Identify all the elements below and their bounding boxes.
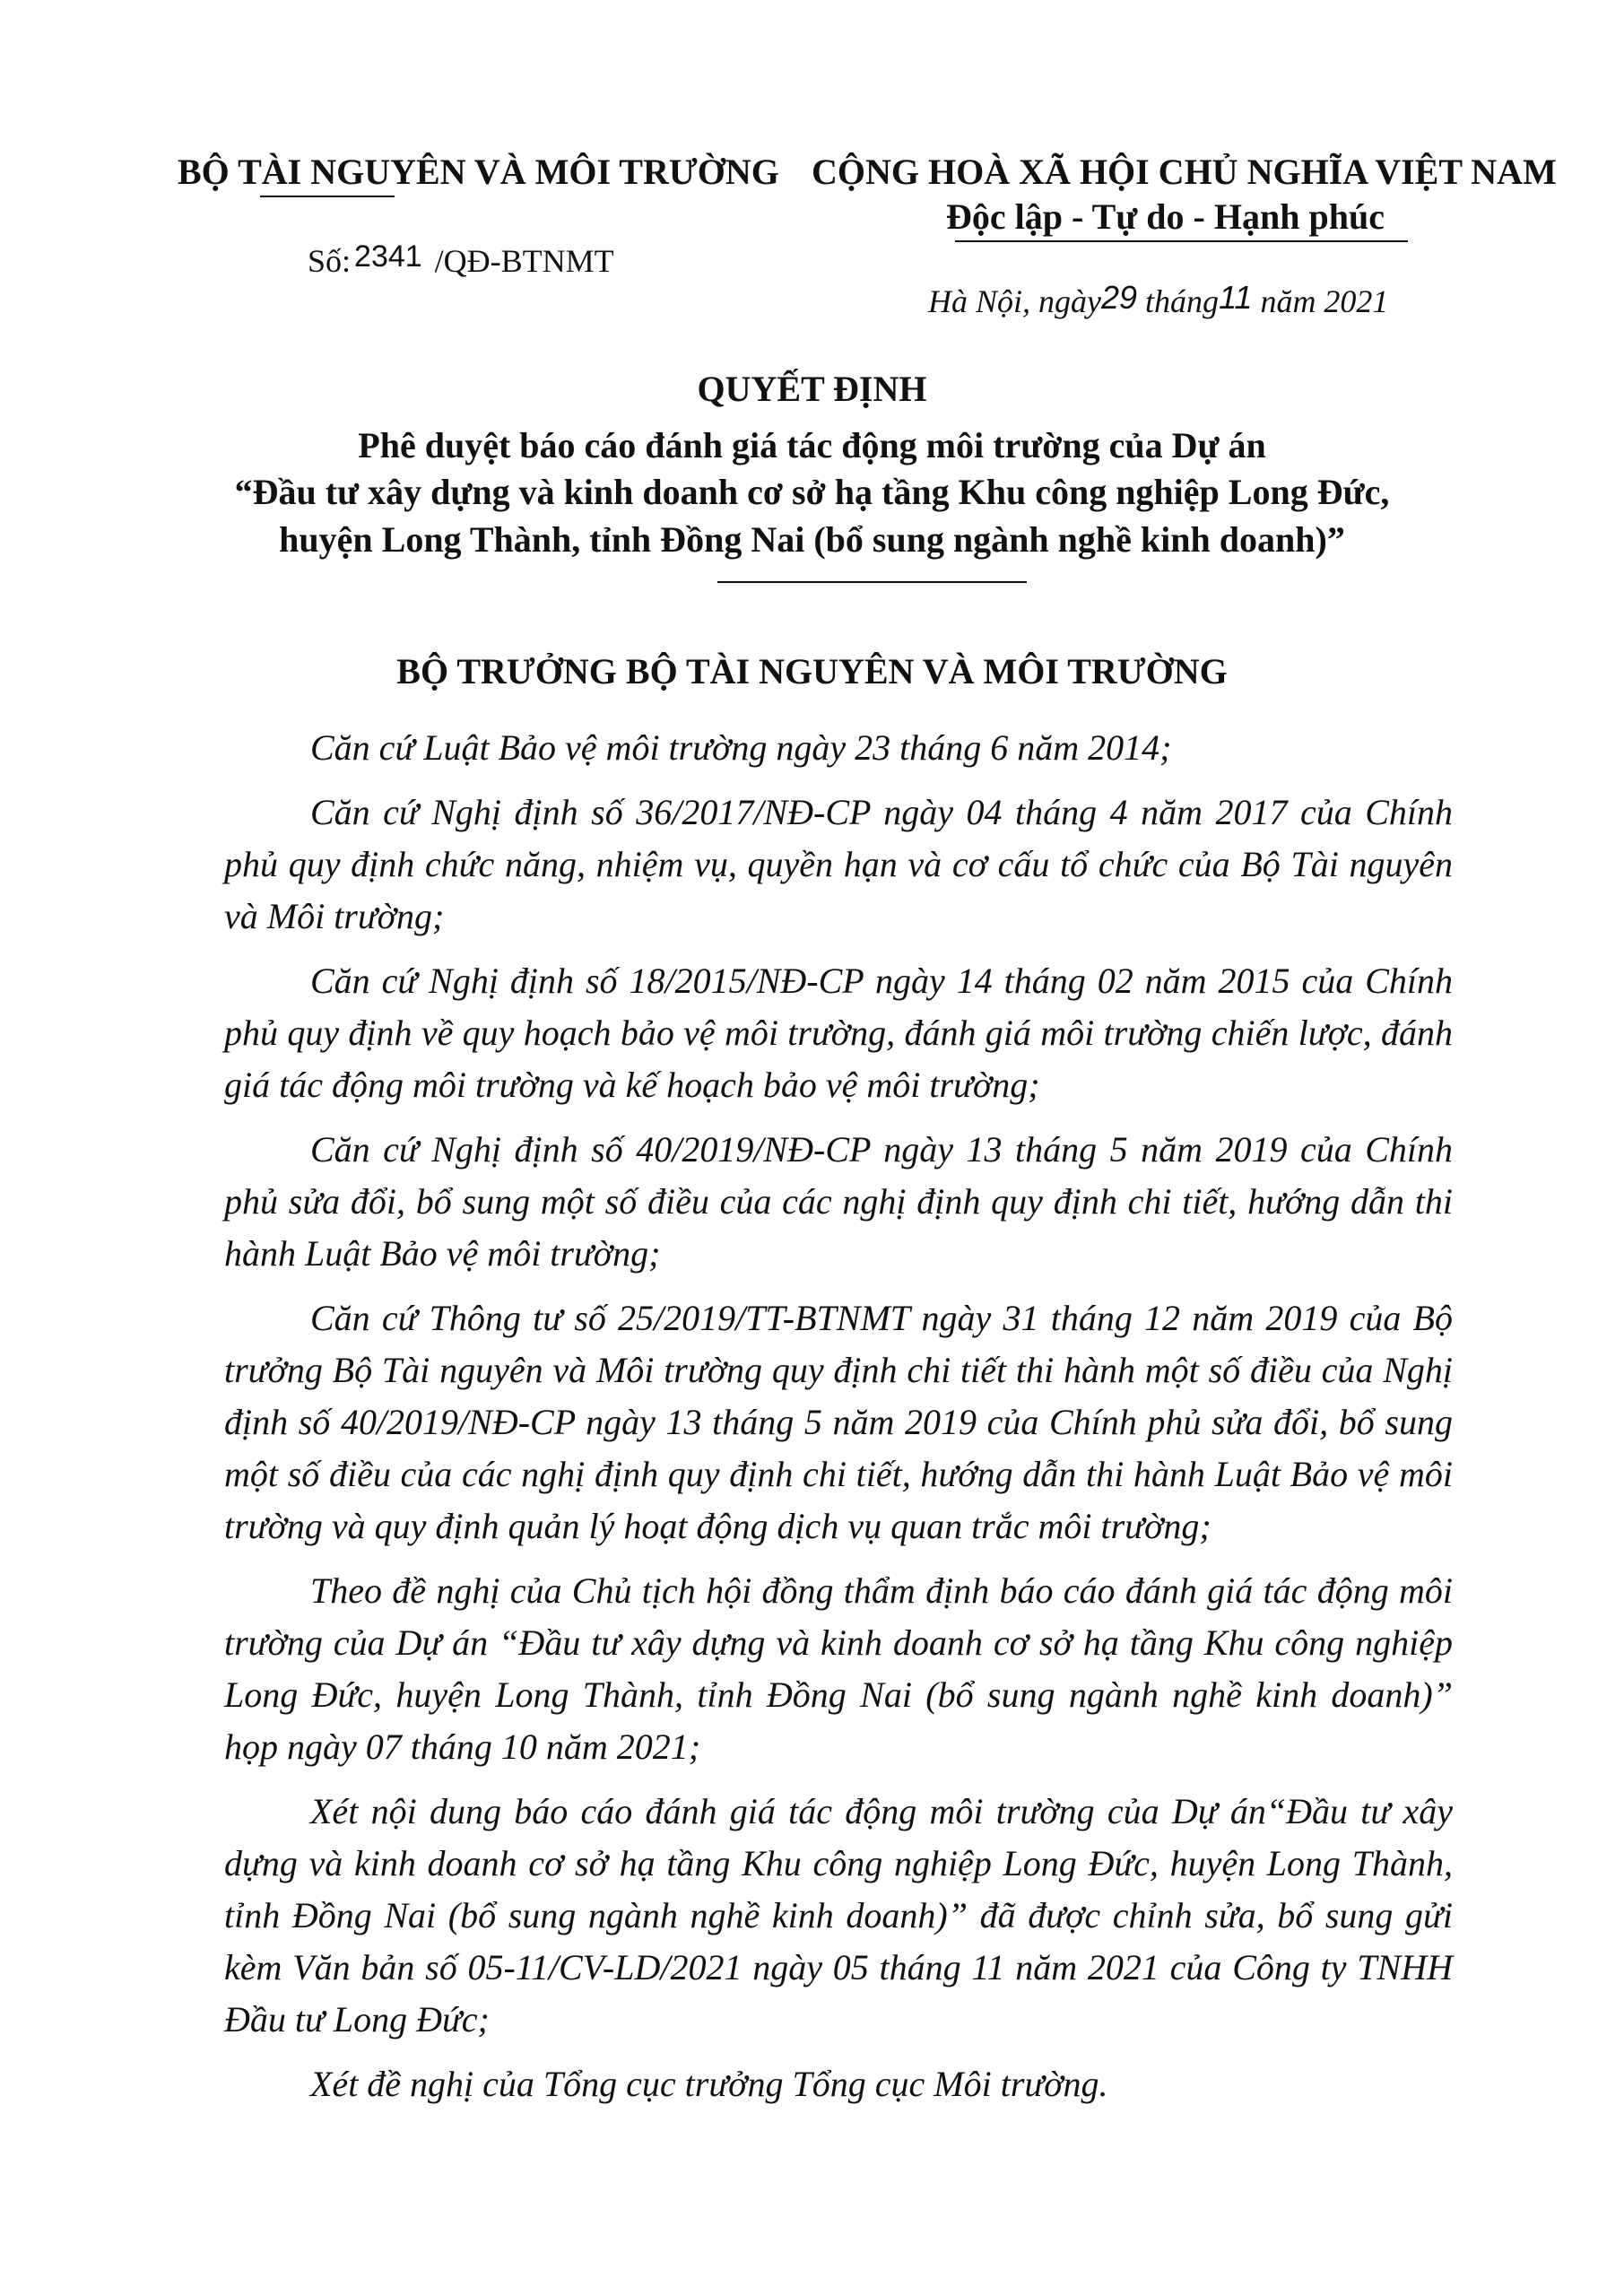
motto-underline xyxy=(955,240,1408,242)
legal-basis-paragraph: Căn cứ Nghị định số 36/2017/NĐ-CP ngày 04 tháng 4 năm 2017 của Chính phủ quy định chức năng, nhiệm vụ, quyền hạn và cơ cấu tổ chức của Bộ Tài nguyên và Môi trường; xyxy=(224,792,1453,936)
ministry-underline xyxy=(260,196,395,197)
legal-basis-paragraph: Xét nội dung báo cáo đánh giá tác động môi trường của Dự án“Đầu tư xây dựng và kinh doanh cơ sở hạ tầng Khu công nghiệp Long Đức, huyện Long Thành, tỉnh Đồng Nai (bổ sung ngành nghề kinh doanh)” đã được chỉnh sửa, bổ sung gửi kèm Văn bản số 05-11/CV-LD/2021 ngày 05 tháng 11 năm 2021 của Công ty TNHH Đầu tư Long Đức; xyxy=(224,1791,1453,2039)
legal-basis-paragraph: Căn cứ Nghị định số 18/2015/NĐ-CP ngày 14 tháng 02 năm 2015 của Chính phủ quy định về quy hoạch bảo vệ môi trường, đánh giá môi trường chiến lược, đánh giá tác động môi trường và kế hoạch bảo vệ môi trường; xyxy=(224,961,1453,1105)
decision-subject-line-3: huyện Long Thành, tỉnh Đồng Nai (bổ sung ngành nghề kinh doanh)” xyxy=(279,519,1345,560)
doc-number-value: 2341 xyxy=(354,239,422,274)
date-prefix: Hà Nội, ngày xyxy=(928,283,1101,319)
national-motto: Độc lập - Tự do - Hạnh phúc xyxy=(946,196,1385,237)
title-separator xyxy=(717,581,1027,583)
legal-basis-paragraph: Theo đề nghị của Chủ tịch hội đồng thẩm định báo cáo đánh giá tác động môi trường của Dự án “Đầu tư xây dựng và kinh doanh cơ sở hạ tầng Khu công nghiệp Long Đức, huyện Long Thành, tỉnh Đồng Nai (bổ sung ngành nghề kinh doanh)” họp ngày 07 tháng 10 năm 2021; xyxy=(224,1570,1453,1767)
legal-basis-paragraph: Căn cứ Thông tư số 25/2019/TT-BTNMT ngày 31 tháng 12 năm 2019 của Bộ trưởng Bộ Tài nguyên và Môi trường quy định chi tiết thi hành một số điều của Nghị định số 40/2019/NĐ-CP ngày 13 tháng 5 năm 2019 của Chính phủ sửa đổi, bổ sung một số điều của các nghị định quy định chi tiết, hướng dẫn thi hành Luật Bảo vệ môi trường và quy định quản lý hoạt động dịch vụ quan trắc môi trường; xyxy=(224,1298,1453,1546)
document-body xyxy=(224,722,1453,2123)
decision-subject-line-1: Phê duyệt báo cáo đánh giá tác động môi trường của Dự án xyxy=(358,425,1266,465)
issuing-authority: BỘ TRƯỞNG BỘ TÀI NGUYÊN VÀ MÔI TRƯỜNG xyxy=(396,651,1228,691)
date-day: 29 xyxy=(1101,279,1138,316)
date-year: năm 2021 xyxy=(1260,283,1389,319)
date-month: 11 xyxy=(1219,279,1253,316)
document-number xyxy=(308,239,614,280)
doc-number-prefix: Số: xyxy=(308,243,352,279)
date-month-label: tháng xyxy=(1145,283,1220,319)
legal-basis-paragraph: Căn cứ Nghị định số 40/2019/NĐ-CP ngày 13 tháng 5 năm 2019 của Chính phủ sửa đổi, bổ sung một số điều của các nghị định quy định chi tiết, hướng dẫn thi hành Luật Bảo vệ môi trường; xyxy=(224,1129,1453,1274)
decision-subject-line-2: “Đầu tư xây dựng và kinh doanh cơ sở hạ tầng Khu công nghiệp Long Đức, xyxy=(234,472,1390,512)
doc-number-suffix: /QĐ-BTNMT xyxy=(434,243,614,279)
nation-name: CỘNG HOÀ XÃ HỘI CHỦ NGHĨA VIỆT NAM xyxy=(812,152,1557,192)
date-line xyxy=(928,279,1389,320)
legal-basis-paragraph: Xét đề nghị của Tổng cục trưởng Tổng cục Môi trường. xyxy=(310,2064,1108,2104)
legal-basis-paragraph: Căn cứ Luật Bảo vệ môi trường ngày 23 tháng 6 năm 2014; xyxy=(310,727,1172,768)
decision-title: QUYẾT ĐỊNH xyxy=(697,369,927,409)
ministry-name: BỘ TÀI NGUYÊN VÀ MÔI TRƯỜNG xyxy=(178,152,779,192)
